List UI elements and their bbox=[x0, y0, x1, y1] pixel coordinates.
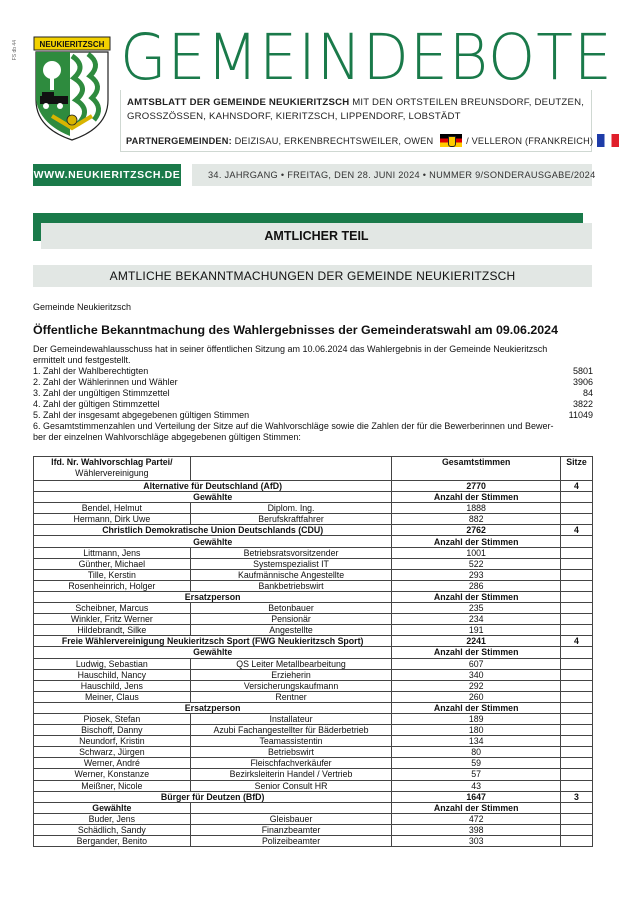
candidate-row bbox=[34, 669, 593, 680]
stat-label: 3. Zahl der ungültigen Stimmzettel bbox=[33, 388, 170, 398]
candidate-name: Bergander, Benito bbox=[34, 836, 191, 847]
section-divider-side bbox=[33, 213, 41, 241]
party-total-votes: 2241 bbox=[392, 636, 561, 647]
candidate-occupation: Berufskraftfahrer bbox=[190, 514, 392, 525]
candidate-votes: 472 bbox=[392, 813, 561, 824]
election-results-table bbox=[33, 456, 593, 847]
candidate-row bbox=[34, 747, 593, 758]
stat-label: 1. Zahl der Wahlberechtigten bbox=[33, 366, 149, 376]
candidate-votes: 80 bbox=[392, 747, 561, 758]
header-seats: Sitze bbox=[561, 457, 593, 481]
empty-cell bbox=[561, 580, 593, 591]
candidate-occupation: Erzieherin bbox=[190, 669, 392, 680]
candidate-occupation: QS Leiter Metallbearbeitung bbox=[190, 658, 392, 669]
candidate-occupation: Betriebsratsvorsitzender bbox=[190, 547, 392, 558]
subheading-label: Gewählte bbox=[34, 536, 392, 547]
empty-cell bbox=[561, 492, 593, 503]
candidate-votes: 235 bbox=[392, 603, 561, 614]
candidate-row bbox=[34, 680, 593, 691]
empty-cell bbox=[190, 802, 392, 813]
candidate-name: Buder, Jens bbox=[34, 813, 191, 824]
candidate-row bbox=[34, 736, 593, 747]
candidate-name: Hauschild, Nancy bbox=[34, 669, 191, 680]
empty-cell bbox=[561, 625, 593, 636]
candidate-name: Piosek, Stefan bbox=[34, 713, 191, 724]
candidate-votes: 234 bbox=[392, 614, 561, 625]
article-intro-2: ermittelt und festgestellt. bbox=[33, 355, 131, 365]
candidate-occupation: Bezirksleiterin Handel / Vertrieb bbox=[190, 769, 392, 780]
candidate-row bbox=[34, 758, 593, 769]
article-body bbox=[33, 302, 593, 443]
candidate-name: Günther, Michael bbox=[34, 558, 191, 569]
votes-count-label: Anzahl der Stimmen bbox=[392, 591, 561, 602]
empty-cell bbox=[561, 569, 593, 580]
candidate-row bbox=[34, 780, 593, 791]
candidate-name: Schädlich, Sandy bbox=[34, 824, 191, 835]
party-seats: 3 bbox=[561, 791, 593, 802]
empty-cell bbox=[561, 614, 593, 625]
candidate-occupation: Gleisbauer bbox=[190, 813, 392, 824]
candidate-votes: 607 bbox=[392, 658, 561, 669]
candidate-row bbox=[34, 614, 593, 625]
elected-heading-row bbox=[34, 536, 593, 547]
empty-cell bbox=[561, 591, 593, 602]
stat-value: 5801 bbox=[572, 366, 593, 376]
candidate-row bbox=[34, 658, 593, 669]
stat-label: 4. Zahl der gültigen Stimmzettel bbox=[33, 399, 160, 409]
candidate-votes: 57 bbox=[392, 769, 561, 780]
masthead-districts-2: GROSSZÖSSEN, KAHNSDORF, KIERITZSCH, LIPPENDORF, LOBSTÄDT bbox=[127, 111, 461, 122]
empty-cell bbox=[561, 747, 593, 758]
candidate-occupation: Senior Consult HR bbox=[190, 780, 392, 791]
candidate-row bbox=[34, 725, 593, 736]
candidate-row bbox=[34, 813, 593, 824]
candidate-occupation: Angestellte bbox=[190, 625, 392, 636]
candidate-name: Werner, André bbox=[34, 758, 191, 769]
candidate-occupation: Betriebswirt bbox=[190, 747, 392, 758]
table-header-row bbox=[34, 457, 593, 481]
stat-label: 2. Zahl der Wählerinnen und Wähler bbox=[33, 377, 178, 387]
candidate-occupation: Kaufmännische Angestellte bbox=[190, 569, 392, 580]
stat-label: 5. Zahl der insgesamt abgegebenen gültigen Stimmen bbox=[33, 410, 250, 420]
party-row bbox=[34, 791, 593, 802]
candidate-occupation: Bankbetriebswirt bbox=[190, 580, 392, 591]
article-item6-1: 6. Gesamtstimmenzahlen und Verteilung der Sitze auf die Wahlvorschläge sowie die Zahlen der für die Bewerberinnen und Bewer- bbox=[33, 421, 554, 431]
candidate-occupation: Pensionär bbox=[190, 614, 392, 625]
subheading-label: Gewählte bbox=[34, 647, 392, 658]
section-title: AMTLICHER TEIL bbox=[41, 223, 592, 249]
candidate-name: Neundorf, Kristin bbox=[34, 736, 191, 747]
candidate-votes: 303 bbox=[392, 836, 561, 847]
candidate-row bbox=[34, 713, 593, 724]
header-party-line2: Wählervereinigung bbox=[75, 468, 149, 478]
section-divider-bar bbox=[33, 213, 583, 223]
candidate-name: Hildebrandt, Silke bbox=[34, 625, 191, 636]
candidate-row bbox=[34, 769, 593, 780]
candidate-name: Tille, Kerstin bbox=[34, 569, 191, 580]
article-item6-2: ber der einzelnen Wahlvorschläge abgegebenen gültigen Stimmen: bbox=[33, 432, 301, 442]
votes-count-label: Anzahl der Stimmen bbox=[392, 647, 561, 658]
empty-cell bbox=[561, 836, 593, 847]
candidate-row bbox=[34, 514, 593, 525]
masthead-districts-1: MIT DEN ORTSTEILEN BREUNSDORF, DEUTZEN, bbox=[349, 97, 585, 108]
municipality-crest-logo bbox=[32, 36, 112, 144]
votes-count-label: Anzahl der Stimmen bbox=[392, 492, 561, 503]
party-name: Bürger für Deutzen (BfD) bbox=[34, 791, 392, 802]
candidate-occupation: Polizeibeamter bbox=[190, 836, 392, 847]
candidate-votes: 260 bbox=[392, 691, 561, 702]
candidate-name: Rosenheinrich, Holger bbox=[34, 580, 191, 591]
candidate-votes: 1001 bbox=[392, 547, 561, 558]
candidate-votes: 189 bbox=[392, 713, 561, 724]
candidate-name: Werner, Konstanze bbox=[34, 769, 191, 780]
side-reference-note: FS db 44 bbox=[12, 40, 18, 61]
empty-cell bbox=[561, 824, 593, 835]
french-flag-icon bbox=[597, 134, 619, 147]
party-row bbox=[34, 525, 593, 536]
party-total-votes: 2762 bbox=[392, 525, 561, 536]
party-name: Christlich Demokratische Union Deutschlands (CDU) bbox=[34, 525, 392, 536]
candidate-votes: 293 bbox=[392, 569, 561, 580]
stat-value: 11049 bbox=[568, 410, 593, 420]
empty-cell bbox=[561, 514, 593, 525]
party-total-votes: 1647 bbox=[392, 791, 561, 802]
substitutes-heading-row bbox=[34, 591, 593, 602]
stat-value: 3906 bbox=[572, 377, 593, 387]
candidate-row bbox=[34, 580, 593, 591]
subsection-title: AMTLICHE BEKANNTMACHUNGEN DER GEMEINDE NEUKIERITZSCH bbox=[33, 265, 592, 287]
elected-heading-row bbox=[34, 492, 593, 503]
empty-cell bbox=[561, 769, 593, 780]
empty-cell bbox=[561, 691, 593, 702]
candidate-occupation: Teamassistentin bbox=[190, 736, 392, 747]
stat-row bbox=[33, 377, 593, 388]
website-link[interactable]: WWW.NEUKIERITZSCH.DE bbox=[33, 164, 181, 186]
party-row bbox=[34, 481, 593, 492]
empty-cell bbox=[561, 758, 593, 769]
candidate-occupation: Rentner bbox=[190, 691, 392, 702]
empty-cell bbox=[561, 558, 593, 569]
subheading-label: Ersatzperson bbox=[34, 591, 392, 602]
subheading-label: Gewählte bbox=[34, 492, 392, 503]
article-municipality: Gemeinde Neukieritzsch bbox=[33, 302, 132, 312]
candidate-row bbox=[34, 503, 593, 514]
candidate-occupation: Betonbauer bbox=[190, 603, 392, 614]
candidate-votes: 134 bbox=[392, 736, 561, 747]
empty-cell bbox=[561, 680, 593, 691]
party-total-votes: 2770 bbox=[392, 481, 561, 492]
candidate-row bbox=[34, 691, 593, 702]
subheading-label: Gewählte bbox=[34, 802, 191, 813]
candidate-row bbox=[34, 603, 593, 614]
empty-cell bbox=[561, 802, 593, 813]
party-seats: 4 bbox=[561, 481, 593, 492]
empty-cell bbox=[561, 658, 593, 669]
candidate-votes: 882 bbox=[392, 514, 561, 525]
candidate-occupation: Fleischfachverkäufer bbox=[190, 758, 392, 769]
masthead-line-1 bbox=[127, 96, 585, 110]
candidate-row bbox=[34, 824, 593, 835]
partners-french: / VELLERON (FRANKREICH) bbox=[466, 136, 594, 146]
empty-cell bbox=[561, 669, 593, 680]
german-flag-icon bbox=[440, 134, 462, 147]
partners-german: DEIZISAU, ERKENBRECHTSWEILER, OWEN bbox=[231, 136, 434, 146]
candidate-votes: 180 bbox=[392, 725, 561, 736]
empty-cell bbox=[561, 725, 593, 736]
candidate-votes: 43 bbox=[392, 780, 561, 791]
candidate-occupation: Finanzbeamter bbox=[190, 824, 392, 835]
candidate-row bbox=[34, 836, 593, 847]
candidate-name: Bendel, Helmut bbox=[34, 503, 191, 514]
stat-value: 84 bbox=[582, 388, 593, 398]
empty-cell bbox=[561, 603, 593, 614]
stat-row bbox=[33, 388, 593, 399]
candidate-name: Winkler, Fritz Werner bbox=[34, 614, 191, 625]
header-empty bbox=[190, 457, 392, 481]
candidate-row bbox=[34, 625, 593, 636]
subheading-label: Ersatzperson bbox=[34, 702, 392, 713]
empty-cell bbox=[561, 503, 593, 514]
candidate-name: Ludwig, Sebastian bbox=[34, 658, 191, 669]
substitutes-heading-row bbox=[34, 702, 593, 713]
crest-label: NEUKIERITZSCH bbox=[39, 40, 105, 49]
candidate-name: Littmann, Jens bbox=[34, 547, 191, 558]
empty-cell bbox=[561, 547, 593, 558]
issue-info: 34. JAHRGANG • FREITAG, DEN 28. JUNI 2024 • NUMMER 9/SONDERAUSGABE/2024 bbox=[192, 164, 592, 186]
candidate-occupation: Versicherungskaufmann bbox=[190, 680, 392, 691]
empty-cell bbox=[561, 536, 593, 547]
party-name: Alternative für Deutschland (AfD) bbox=[34, 481, 392, 492]
article-headline: Öffentliche Bekanntmachung des Wahlergebnisses der Gemeinderatswahl am 09.06.2024 bbox=[33, 323, 558, 337]
candidate-votes: 398 bbox=[392, 824, 561, 835]
stat-row bbox=[33, 366, 593, 377]
candidate-name: Hauschild, Jens bbox=[34, 680, 191, 691]
votes-count-label: Anzahl der Stimmen bbox=[392, 536, 561, 547]
candidate-occupation: Installateur bbox=[190, 713, 392, 724]
candidate-name: Scheibner, Marcus bbox=[34, 603, 191, 614]
candidate-name: Meiner, Claus bbox=[34, 691, 191, 702]
candidate-occupation: Diplom. Ing. bbox=[190, 503, 392, 514]
stat-row bbox=[33, 399, 593, 410]
candidate-name: Meißner, Nicole bbox=[34, 780, 191, 791]
candidate-votes: 191 bbox=[392, 625, 561, 636]
candidate-row bbox=[34, 558, 593, 569]
header-party-line1: lfd. Nr. Wahlvorschlag Partei/ bbox=[51, 457, 173, 467]
candidate-votes: 1888 bbox=[392, 503, 561, 514]
publication-title: GEMEINDEBOTE bbox=[120, 21, 613, 95]
empty-cell bbox=[561, 713, 593, 724]
empty-cell bbox=[561, 702, 593, 713]
party-row bbox=[34, 636, 593, 647]
votes-count-label: Anzahl der Stimmen bbox=[392, 802, 561, 813]
candidate-votes: 292 bbox=[392, 680, 561, 691]
candidate-name: Hermann, Dirk Uwe bbox=[34, 514, 191, 525]
party-seats: 4 bbox=[561, 525, 593, 536]
candidate-votes: 59 bbox=[392, 758, 561, 769]
candidate-votes: 522 bbox=[392, 558, 561, 569]
elected-heading-row bbox=[34, 647, 593, 658]
masthead-gazette-name: AMTSBLATT DER GEMEINDE NEUKIERITZSCH bbox=[127, 97, 350, 108]
candidate-row bbox=[34, 547, 593, 558]
candidate-name: Bischoff, Danny bbox=[34, 725, 191, 736]
header-total: Gesamtstimmen bbox=[392, 457, 561, 481]
stat-value: 3822 bbox=[572, 399, 593, 409]
article-intro-1: Der Gemeindewahlausschuss hat in seiner öffentlichen Sitzung am 10.06.2024 das Wahlergebnis in der Gemeinde Neukieritzsch bbox=[33, 344, 548, 354]
candidate-name: Schwarz, Jürgen bbox=[34, 747, 191, 758]
candidate-votes: 340 bbox=[392, 669, 561, 680]
candidate-row bbox=[34, 569, 593, 580]
stat-row bbox=[33, 410, 593, 421]
candidate-occupation: Azubi Fachangestellter für Bäderbetrieb bbox=[190, 725, 392, 736]
party-name: Freie Wählervereinigung Neukieritzsch Sport (FWG Neukieritzsch Sport) bbox=[34, 636, 392, 647]
partners-label: PARTNERGEMEINDEN: bbox=[126, 136, 232, 146]
empty-cell bbox=[561, 813, 593, 824]
party-seats: 4 bbox=[561, 636, 593, 647]
empty-cell bbox=[561, 780, 593, 791]
partner-communities bbox=[126, 134, 619, 147]
elected-heading-row bbox=[34, 802, 593, 813]
candidate-votes: 286 bbox=[392, 580, 561, 591]
empty-cell bbox=[561, 647, 593, 658]
empty-cell bbox=[561, 736, 593, 747]
votes-count-label: Anzahl der Stimmen bbox=[392, 702, 561, 713]
header-party bbox=[34, 457, 191, 481]
candidate-occupation: Systemspezialist IT bbox=[190, 558, 392, 569]
